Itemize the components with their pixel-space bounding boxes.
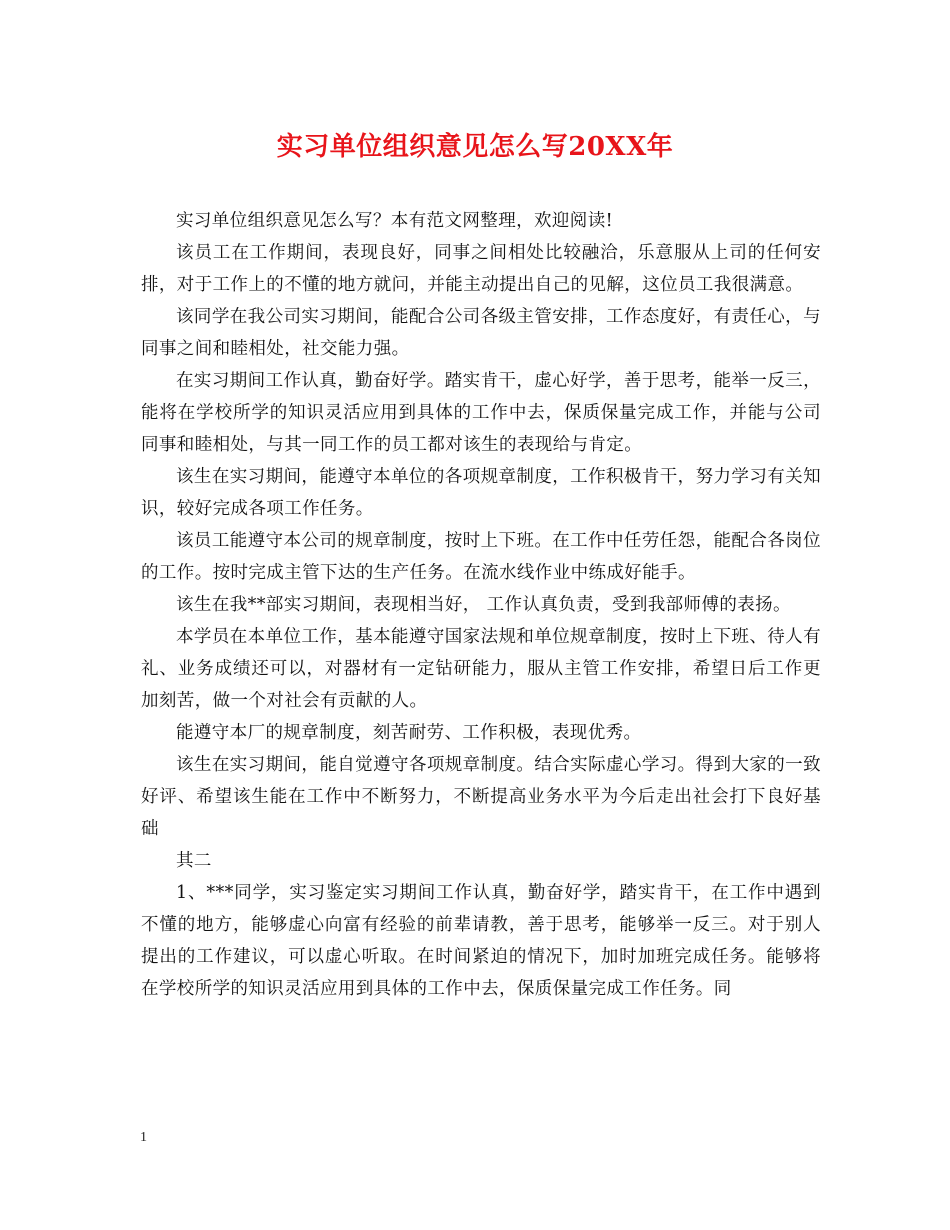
section-heading-qi-er: 其二	[176, 851, 212, 871]
document-title: 实习单位组织意见怎么写20XX年	[276, 132, 674, 162]
paragraph-8: 能遵守本厂的规章制度，刻苦耐劳、工作积极，表现优秀。	[176, 723, 642, 743]
paragraph-9: 该生在实习期间，能自觉遵守各项规章制度。结合实际虚心学习。得到大家的一致好评、希望该生能在工作中不断努力，不断提高业务水平为今后走出社会打下良好基础	[141, 755, 821, 839]
paragraph-7: 本学员在本单位工作，基本能遵守国家法规和单位规章制度，按时上下班、待人有礼、业务成绩还可以，对器材有一定钻研能力，服从主管工作安排，希望日后工作更加刻苦，做一个对社会有贡献的人。	[141, 627, 821, 711]
page-number: 1	[140, 1130, 147, 1145]
paragraph-4: 该生在实习期间，能遵守本单位的各项规章制度，工作积极肯干，努力学习有关知识，较好完成各项工作任务。	[141, 467, 821, 519]
paragraph-6: 该生在我**部实习期间，表现相当好， 工作认真负责，受到我部师傅的表扬。	[176, 595, 791, 615]
paragraph-2: 该同学在我公司实习期间，能配合公司各级主管安排，工作态度好，有责任心，与同事之间和睦相处，社交能力强。	[141, 307, 821, 359]
paragraph-11: 1、***同学，实习鉴定实习期间工作认真，勤奋好学，踏实肯干，在工作中遇到不懂的地方，能够虚心向富有经验的前辈请教，善于思考，能够举一反三。对于别人提出的工作建议，可以虚心听取。在时间紧迫的情况下，加时加班完成任务。能够将在学校所学的知识灵活应用到具体的工作中去，保质保量完成工作任务。同	[141, 883, 821, 999]
paragraph-5: 该员工能遵守本公司的规章制度，按时上下班。在工作中任劳任怨，能配合各岗位的工作。按时完成主管下达的生产任务。在流水线作业中练成好能手。	[141, 531, 821, 583]
paragraph-1: 该员工在工作期间，表现良好，同事之间相处比较融洽，乐意服从上司的任何安排，对于工作上的不懂的地方就问，并能主动提出自己的见解，这位员工我很满意。	[141, 243, 821, 295]
paragraph-3: 在实习期间工作认真，勤奋好学。踏实肯干，虚心好学，善于思考，能举一反三，能将在学校所学的知识灵活应用到具体的工作中去，保质保量完成工作，并能与公司同事和睦相处，与其一同工作的员工都对该生的表现给与肯定。	[141, 371, 821, 455]
paragraph-intro: 实习单位组织意见怎么写？本有范文网整理，欢迎阅读!	[176, 211, 614, 231]
document-body	[141, 205, 821, 1005]
